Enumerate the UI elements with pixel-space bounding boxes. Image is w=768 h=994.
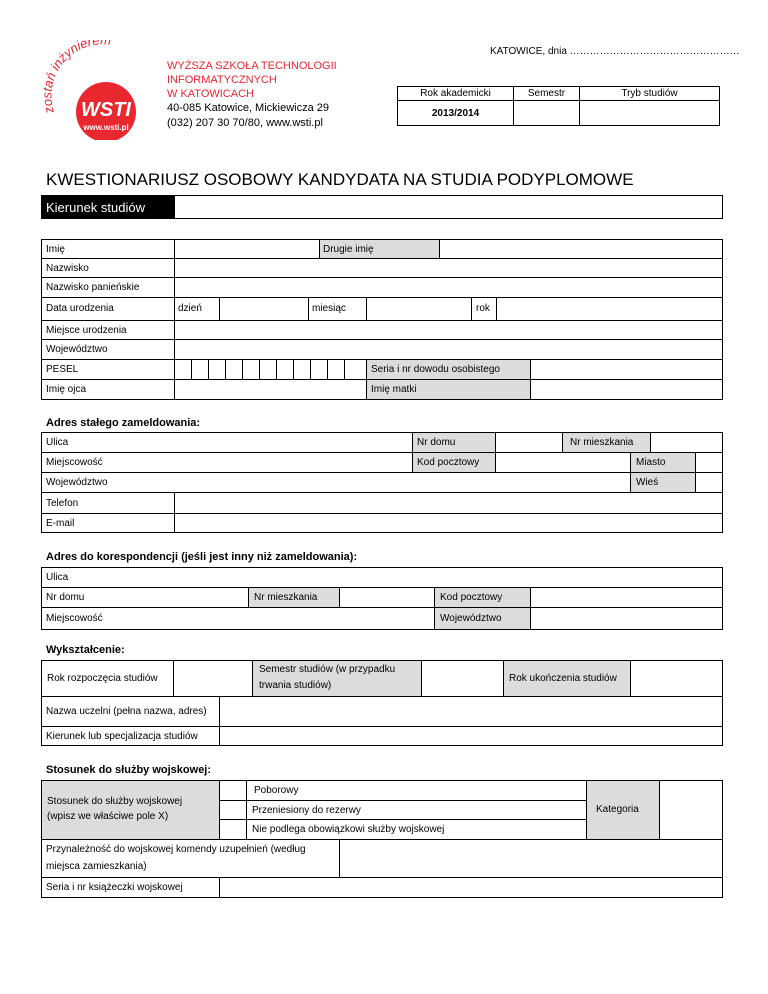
province-label: Województwo (46, 344, 108, 355)
pa-flat-label: Nr mieszkania (570, 437, 634, 448)
maiden-name-label-cell (41, 277, 175, 298)
ca-flat-label: Nr mieszkania (254, 592, 318, 603)
study-mode-label-cell (579, 86, 720, 101)
pesel-digit-10[interactable] (327, 359, 345, 380)
pa-phone-input[interactable] (174, 492, 723, 514)
surname-label: Nazwisko (46, 263, 89, 274)
mother-name-label-cell (366, 379, 531, 400)
mil-option2-checkbox[interactable] (219, 800, 247, 820)
city-date: KATOWICE, dnia …………………………………………… (490, 46, 740, 57)
pa-province-label: Województwo (46, 477, 108, 488)
pesel-digit-9[interactable] (310, 359, 328, 380)
mil-option3-label-cell (246, 819, 587, 840)
pa-province-label-cell (41, 472, 631, 493)
field-of-study-label-cell (41, 195, 175, 219)
edu-specialization-label: Kierunek lub specjalizacja studiów (46, 731, 198, 742)
pa-village-label: Wieś (636, 477, 659, 488)
mil-option1-checkbox[interactable] (219, 780, 247, 801)
field-of-study-label: Kierunek studiów (46, 200, 145, 215)
month-input[interactable] (366, 297, 472, 321)
semester-label: Semestr (527, 88, 566, 99)
mil-status-label-line2: (wpisz we właściwe pole X) (47, 811, 169, 822)
mil-option2-label: Przeniesiony do rezerwy (252, 805, 361, 816)
mother-name-input[interactable] (530, 379, 723, 400)
father-name-label-cell (41, 379, 175, 400)
edu-semester-input[interactable] (421, 660, 504, 697)
day-input[interactable] (219, 297, 309, 321)
first-name-label-cell (41, 239, 175, 259)
mil-command-label-line2: miejsca zamieszkania) (46, 861, 147, 872)
father-name-input[interactable] (174, 379, 367, 400)
school-name-line3: W KATOWICACH (167, 88, 254, 100)
pesel-digit-8[interactable] (293, 359, 311, 380)
pa-town-label: Miasto (636, 457, 666, 468)
edu-specialization-input[interactable] (219, 726, 723, 746)
edu-university-label: Nazwa uczelni (pełna nazwa, adres) (46, 706, 207, 717)
pesel-digit-7[interactable] (276, 359, 294, 380)
study-mode-label: Tryb studiów (621, 88, 678, 99)
pa-village-label-cell (630, 472, 696, 493)
ca-province-label: Województwo (440, 613, 502, 624)
ca-house-label-cell (41, 587, 249, 608)
study-mode-input[interactable] (579, 100, 720, 126)
pesel-digit-11[interactable] (344, 359, 367, 380)
logo-main-text: WSTI (81, 99, 131, 121)
pesel-digit-2[interactable] (191, 359, 209, 380)
mother-name-label: Imię matki (371, 384, 417, 395)
edu-end-label: Rok ukończenia studiów (509, 673, 617, 684)
ca-street-cell[interactable] (41, 567, 723, 588)
day-label: dzień (178, 303, 202, 314)
address-line2: (032) 207 30 70/80, www.wsti.pl (167, 117, 323, 129)
military-heading: Stosunek do służby wojskowej: (46, 764, 212, 776)
month-label-cell (308, 297, 367, 321)
ca-city-label-cell (41, 607, 435, 630)
first-name-label: Imię (46, 244, 65, 255)
correspondence-address-heading: Adres do korespondencji (jeśli jest inny niż zameldowania): (46, 551, 358, 563)
mil-command-label-line1: Przynależność do wojskowej komendy uzupełnień (według (46, 844, 306, 855)
birth-date-label-cell (41, 297, 175, 321)
edu-start-label: Rok rozpoczęcia studiów (47, 673, 158, 684)
ca-flat-input[interactable] (339, 587, 435, 608)
ca-city-label: Miejscowość (46, 613, 103, 624)
birth-place-input[interactable] (174, 320, 723, 340)
ca-province-input[interactable] (530, 607, 723, 630)
school-name-line2: INFORMATYCZNYCH (167, 74, 277, 86)
logo-arc-text: zostań inżynierem (40, 40, 112, 116)
pa-email-input[interactable] (174, 513, 723, 533)
permanent-address-heading: Adres stałego zameldowania: (46, 417, 201, 429)
pa-flat-label-cell (562, 432, 651, 453)
mil-command-label-cell (41, 839, 340, 878)
middle-name-label: Drugie imię (323, 244, 374, 255)
academic-year-value-cell (397, 100, 514, 126)
pa-flat-input[interactable] (650, 432, 723, 453)
edu-semester-label-cell (252, 660, 422, 697)
maiden-name-label: Nazwisko panieńskie (46, 282, 140, 293)
edu-university-input[interactable] (219, 696, 723, 727)
surname-input[interactable] (174, 258, 723, 278)
semester-label-cell (513, 86, 580, 101)
province-input[interactable] (174, 339, 723, 360)
pa-city-label: Miejscowość (46, 457, 103, 468)
id-series-input[interactable] (530, 359, 723, 380)
ca-street-label: Ulica (46, 572, 69, 583)
mil-category-label-cell (586, 780, 660, 840)
id-series-label: Seria i nr dowodu osobistego (371, 364, 500, 375)
edu-end-label-cell (503, 660, 631, 697)
address-line1: 40-085 Katowice, Mickiewicza 29 (167, 102, 330, 114)
pesel-digit-3[interactable] (208, 359, 226, 380)
edu-specialization-label-cell (41, 726, 220, 746)
middle-name-input[interactable] (439, 239, 723, 259)
edu-start-input[interactable] (173, 660, 253, 697)
school-address (167, 101, 329, 131)
mil-category-label: Kategoria (596, 804, 639, 815)
middle-name-label-cell (319, 239, 440, 259)
mil-booklet-input[interactable] (219, 877, 723, 898)
pesel-label-cell (41, 359, 175, 380)
birth-place-label-cell (41, 320, 175, 340)
id-series-label-cell (366, 359, 531, 380)
mil-option3-label: Nie podlega obowiązkowi służby wojskowej (252, 824, 445, 835)
pesel-digit-5[interactable] (242, 359, 260, 380)
field-of-study-input[interactable] (174, 195, 723, 219)
ca-postal-input[interactable] (530, 587, 723, 608)
mil-option1-label-cell (246, 780, 587, 801)
pa-postal-input[interactable] (495, 452, 631, 473)
pa-street-label-cell (41, 432, 413, 453)
birth-place-label: Miejsce urodzenia (46, 325, 127, 336)
mil-option1-label: Poborowy (254, 785, 299, 796)
school-name (167, 59, 337, 101)
day-label-cell (174, 297, 220, 321)
academic-year-value: 2013/2014 (431, 108, 480, 119)
pesel-digit-1[interactable] (174, 359, 192, 380)
pesel-digit-6[interactable] (259, 359, 277, 380)
province-label-cell (41, 339, 175, 360)
pa-phone-label: Telefon (46, 498, 79, 509)
academic-year-label-cell (397, 86, 514, 101)
education-heading: Wykształcenie: (46, 644, 125, 656)
maiden-name-input[interactable] (174, 277, 723, 298)
pa-postal-label-cell (412, 452, 496, 473)
ca-house-label: Nr domu (46, 592, 85, 603)
pesel-label: PESEL (46, 364, 79, 375)
pa-town-checkbox[interactable] (695, 452, 723, 473)
mil-command-input[interactable] (339, 839, 723, 878)
logo (40, 40, 160, 140)
mil-category-input[interactable] (659, 780, 723, 840)
pa-postal-label: Kod pocztowy (417, 457, 480, 468)
ca-postal-label: Kod pocztowy (440, 592, 503, 603)
pa-city-label-cell (41, 452, 413, 473)
edu-semester-label-line1: Semestr studiów (w przypadku (259, 664, 396, 675)
ca-postal-label-cell (434, 587, 531, 608)
year-label-cell (471, 297, 497, 321)
pa-email-label: E-mail (46, 518, 75, 529)
pa-phone-label-cell (41, 492, 175, 514)
school-name-line1: WYŻSZA SZKOŁA TECHNOLOGII (167, 60, 337, 72)
pa-house-label: Nr domu (417, 437, 456, 448)
mil-status-label-line1: Stosunek do służby wojskowej (47, 796, 183, 807)
pa-email-label-cell (41, 513, 175, 533)
edu-semester-label-line2: trwania studiów) (259, 680, 332, 691)
edu-start-label-cell (41, 660, 174, 697)
first-name-input[interactable] (174, 239, 320, 259)
edu-end-input[interactable] (630, 660, 723, 697)
pa-town-label-cell (630, 452, 696, 473)
logo-url-text: www.wsti.pl (83, 123, 129, 132)
pesel-digit-4[interactable] (225, 359, 243, 380)
edu-university-label-cell (41, 696, 220, 727)
ca-province-label-cell (434, 607, 531, 630)
mil-option3-checkbox[interactable] (219, 819, 247, 840)
mil-booklet-label: Seria i nr książeczki wojskowej (46, 882, 183, 893)
page-title: KWESTIONARIUSZ OSOBOWY KANDYDATA NA STUDIA PODYPLOMOWE (46, 170, 634, 189)
birth-date-label: Data urodzenia (46, 303, 114, 314)
pa-house-input[interactable] (495, 432, 563, 453)
year-label: rok (476, 303, 490, 314)
year-input[interactable] (496, 297, 723, 321)
mil-booklet-label-cell (41, 877, 220, 898)
mil-status-label-cell (41, 780, 220, 840)
pa-street-label: Ulica (46, 437, 69, 448)
academic-year-label: Rok akademicki (420, 88, 491, 99)
mil-option2-label-cell (246, 800, 587, 820)
father-name-label: Imię ojca (46, 384, 87, 395)
month-label: miesiąc (312, 303, 346, 314)
pa-village-checkbox[interactable] (695, 472, 723, 493)
semester-input[interactable] (513, 100, 580, 126)
surname-label-cell (41, 258, 175, 278)
pa-house-label-cell (412, 432, 496, 453)
ca-flat-label-cell (248, 587, 340, 608)
